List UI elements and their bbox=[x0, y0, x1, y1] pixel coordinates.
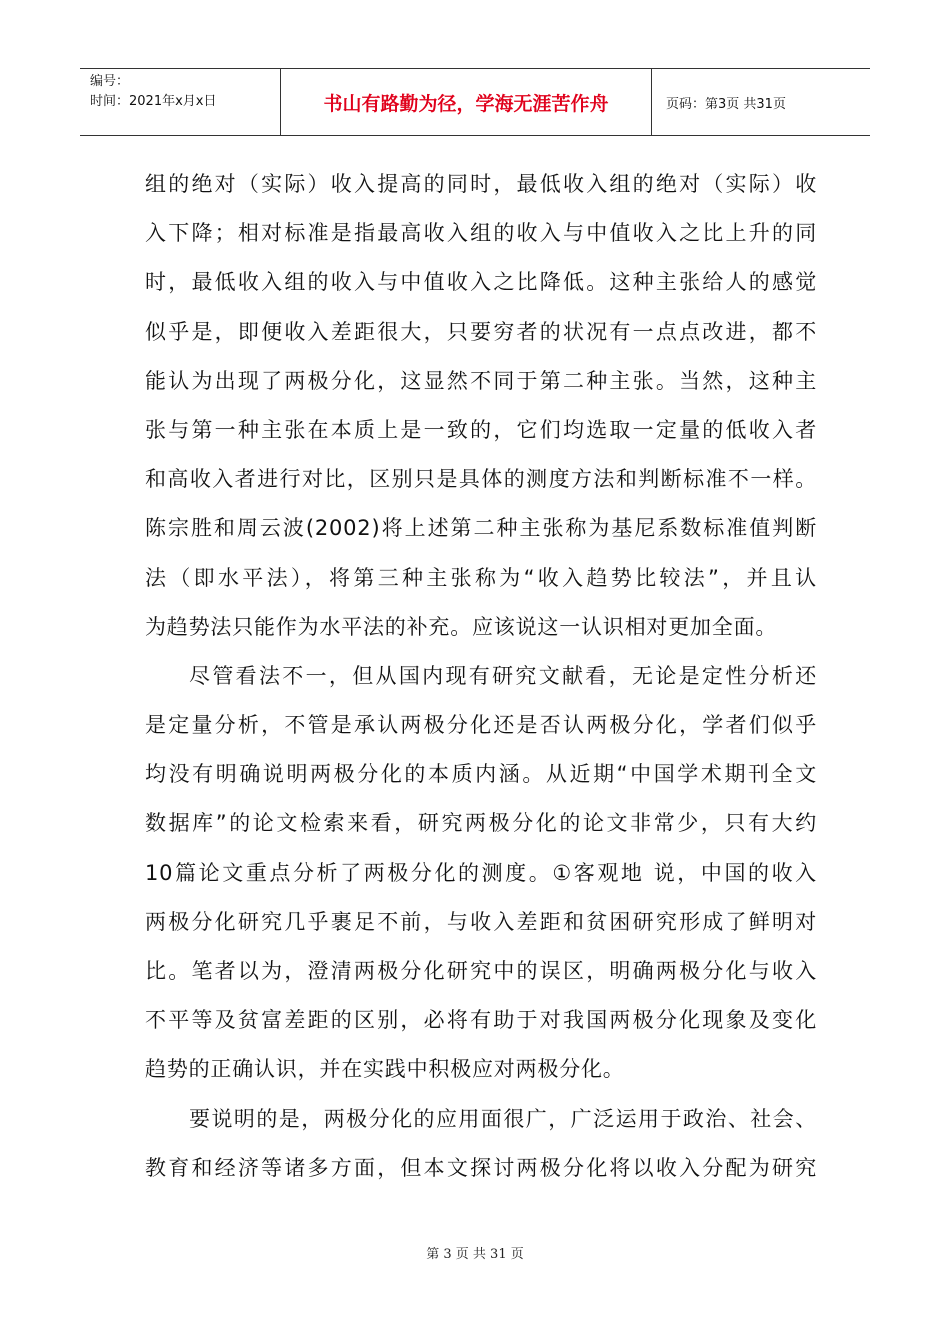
body-line: 张与第一种主张在本质上是一致的，它们均选取一定量的低收入者 bbox=[145, 417, 817, 442]
body-line: 不平等及贫富差距的区别，必将有助于对我国两极分化现象及变化 bbox=[145, 1008, 817, 1033]
body-line: 趋势的正确认识，并在实践中积极应对两极分化。 bbox=[145, 1057, 625, 1082]
header-meta bbox=[80, 69, 280, 135]
code-label: 编号： bbox=[90, 74, 130, 89]
body-line: 两极分化研究几乎裹足不前，与收入差距和贫困研究形成了鲜明对 bbox=[145, 909, 817, 934]
body-line: 尽管看法不一，但从国内现有研究文献看，无论是定性分析还 bbox=[189, 663, 817, 688]
body-line: 时，最低收入组的收入与中值收入之比降低。这种主张给人的感觉 bbox=[145, 270, 817, 295]
body-line: 比。笔者以为，澄清两极分化研究中的误区，明确两极分化与收入 bbox=[145, 959, 817, 983]
body-line: 入下降；相对标准是指最高收入组的收入与中值收入之比上升的同 bbox=[145, 221, 817, 246]
header-motto: 书山有路勤为径，学海无涯苦作舟 bbox=[280, 69, 652, 135]
body-line: 为趋势法只能作为水平法的补充。应该说这一认识相对更加全面。 bbox=[145, 614, 778, 639]
page-footer: 第 3 页 共 31 页 bbox=[426, 1247, 524, 1262]
time-label: 时间：2021年x月x日 bbox=[90, 94, 217, 109]
body-line: 是定量分析，不管是承认两极分化还是否认两极分化，学者们似乎 bbox=[145, 713, 817, 738]
body-line: 法（即水平法），将第三种主张称为“收入趋势比较法”，并且认 bbox=[145, 565, 817, 590]
body-line: 陈宗胜和周云波(2002)将上述第二种主张称为基尼系数标准值判断 bbox=[145, 516, 817, 541]
header-page-info: 页码：第3页 共31页 bbox=[666, 96, 786, 112]
body-line: 10篇论文重点分析了两极分化的测度。①客观地 说，中国的收入 bbox=[145, 860, 817, 885]
body-line: 组的绝对（实际）收入提高的同时，最低收入组的绝对（实际）收 bbox=[145, 172, 817, 196]
page-header bbox=[80, 68, 870, 136]
body-line: 似乎是，即便收入差距很大，只要穷者的状况有一点点改进，都不 bbox=[145, 319, 817, 344]
body-line: 和高收入者进行对比，区别只是具体的测度方法和判断标准不一样。 bbox=[145, 467, 817, 492]
body-line: 均没有明确说明两极分化的本质内涵。从近期“中国学术期刊全文 bbox=[145, 762, 817, 787]
body-line: 能认为出现了两极分化，这显然不同于第二种主张。当然，这种主 bbox=[145, 368, 817, 393]
body-line: 要说明的是，两极分化的应用面很广，广泛运用于政治、社会、 bbox=[189, 1106, 817, 1131]
body-line: 教育和经济等诸多方面，但本文探讨两极分化将以收入分配为研究 bbox=[145, 1155, 817, 1180]
document-body bbox=[145, 160, 817, 1193]
body-line: 数据库”的论文检索来看，研究两极分化的论文非常少，只有大约 bbox=[145, 811, 817, 836]
